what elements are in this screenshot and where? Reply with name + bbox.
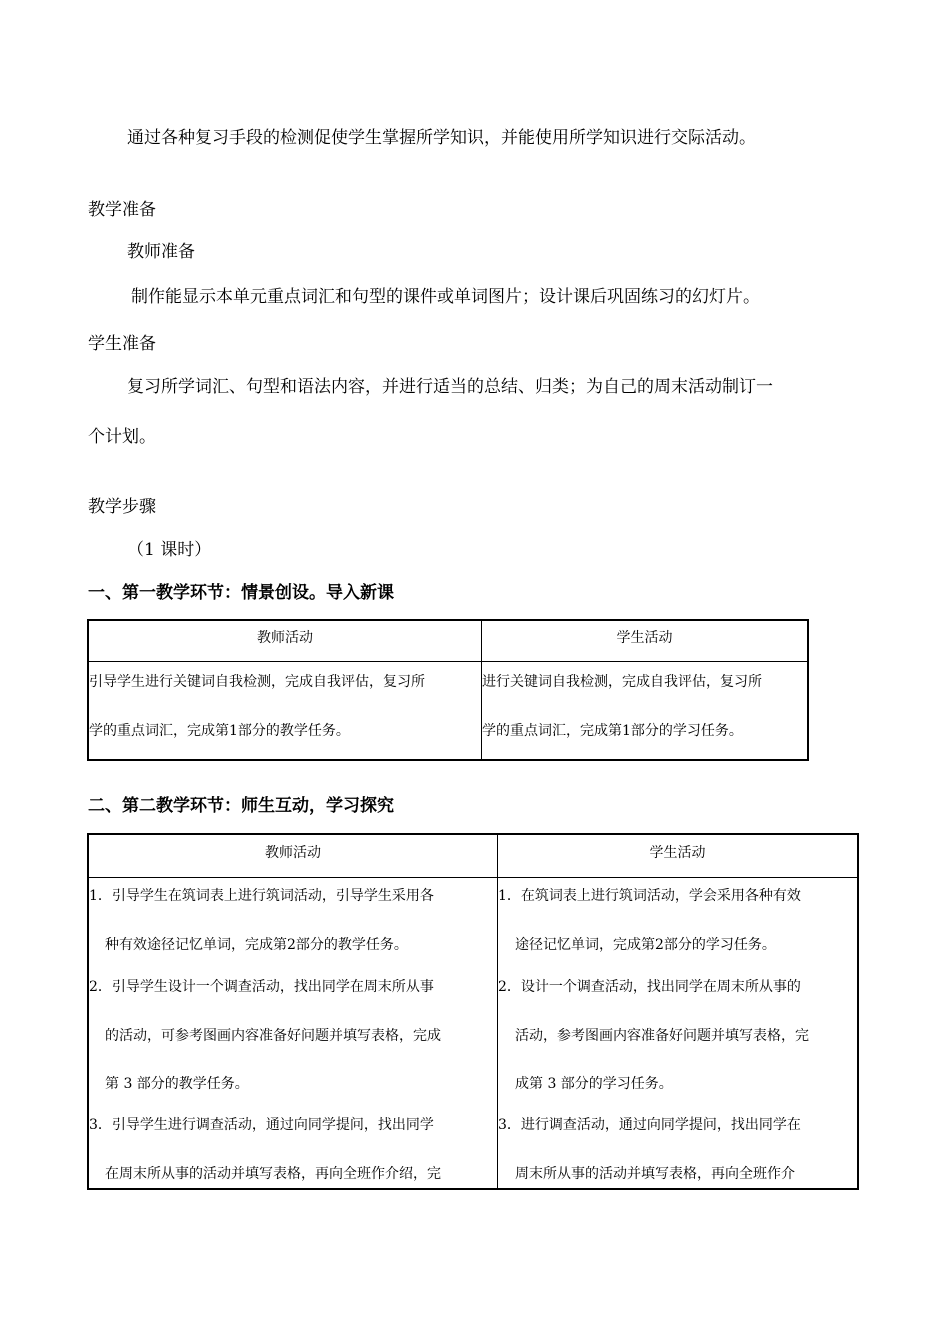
section1-teacher-line: 引导学生进行关键词自我检测，完成自我评估，复习所 bbox=[89, 674, 425, 690]
section2-teacher-line: 在周末所从事的活动并填写表格，再向全班作介绍，完 bbox=[105, 1166, 441, 1182]
section1-header-divider bbox=[89, 661, 807, 662]
student-prep-text-2: 个计划。 bbox=[88, 427, 156, 447]
intro-paragraph: 通过各种复习手段的检测促使学生掌握所学知识，并能使用所学知识进行交际活动。 bbox=[127, 128, 756, 148]
section2-student-header: 学生活动 bbox=[649, 845, 706, 861]
section2-teacher-line: 1．引导学生在筑词表上进行筑词活动，引导学生采用各 bbox=[89, 888, 434, 904]
section1-teacher-line: 学的重点词汇，完成第1部分的教学任务。 bbox=[89, 723, 350, 739]
section1-teacher-header: 教师活动 bbox=[257, 630, 313, 646]
section2-student-line: 3．进行调查活动，通过向同学提问，找出同学在 bbox=[498, 1117, 801, 1133]
section2-teacher-line: 3．引导学生进行调查活动，通过向同学提问，找出同学 bbox=[89, 1117, 434, 1133]
section2-student-line: 成第 3 部分的学习任务。 bbox=[515, 1076, 673, 1092]
section2-teacher-line: 的活动，可参考图画内容准备好问题并填写表格，完成 bbox=[105, 1028, 441, 1044]
teacher-prep-title: 教师准备 bbox=[127, 242, 195, 262]
section2-student-line: 周末所从事的活动并填写表格，再向全班作介 bbox=[515, 1166, 795, 1182]
section2-table bbox=[87, 833, 859, 1190]
section1-student-header: 学生活动 bbox=[616, 630, 673, 646]
student-prep-text-1: 复习所学词汇、句型和语法内容，并进行适当的总结、归类；为自己的周末活动制订一 bbox=[127, 377, 773, 397]
section2-student-line: 活动，参考图画内容准备好问题并填写表格，完 bbox=[515, 1028, 809, 1044]
section2-teacher-header: 教师活动 bbox=[265, 845, 321, 861]
section2-teacher-line: 第 3 部分的教学任务。 bbox=[105, 1076, 249, 1092]
student-prep-title: 学生准备 bbox=[88, 334, 156, 354]
section1-student-line: 学的重点词汇，完成第1部分的学习任务。 bbox=[482, 723, 743, 739]
steps-title: 教学步骤 bbox=[88, 497, 156, 517]
section2-student-line: 1．在筑词表上进行筑词活动，学会采用各种有效 bbox=[498, 888, 801, 904]
section2-teacher-line: 2．引导学生设计一个调查活动，找出同学在周末所从事 bbox=[89, 979, 434, 995]
section2-title: 二、第二教学环节：师生互动，学习探究 bbox=[88, 796, 394, 816]
section2-header-divider bbox=[89, 877, 857, 878]
steps-duration: （1 课时） bbox=[127, 540, 212, 560]
section1-title: 一、第一教学环节：情景创设。导入新课 bbox=[88, 583, 394, 603]
teacher-prep-text: 制作能显示本单元重点词汇和句型的课件或单词图片；设计课后巩固练习的幻灯片。 bbox=[131, 287, 760, 307]
prep-title: 教学准备 bbox=[88, 200, 156, 220]
section1-table bbox=[87, 619, 809, 761]
section2-student-line: 2．设计一个调查活动，找出同学在周末所从事的 bbox=[498, 979, 801, 995]
section1-student-line: 进行关键词自我检测，完成自我评估，复习所 bbox=[482, 674, 762, 690]
section2-student-line: 途径记忆单词，完成第2部分的学习任务。 bbox=[515, 937, 776, 953]
section2-teacher-line: 种有效途径记忆单词，完成第2部分的教学任务。 bbox=[105, 937, 408, 953]
